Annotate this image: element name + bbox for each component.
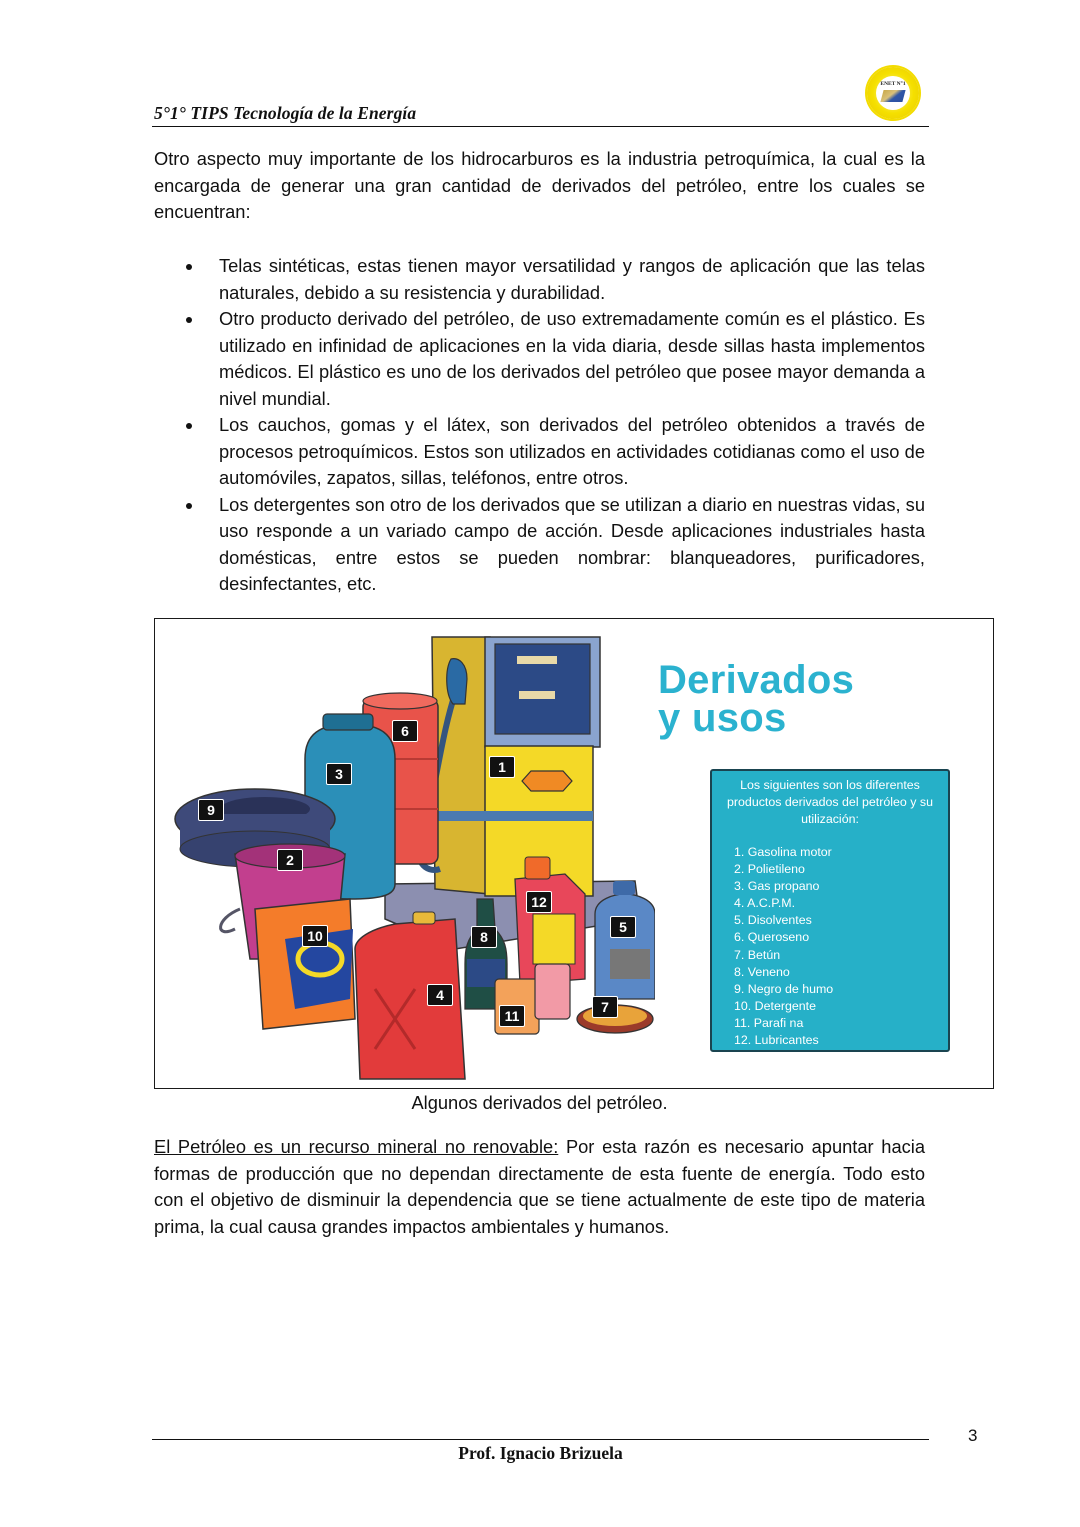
page-number: 3 [968,1426,978,1445]
legend-item: 4. A.C.P.M. [734,896,796,911]
list-item [186,253,925,306]
page-header [152,60,929,127]
school-logo [867,67,919,119]
legend-item: 1. Gasolina motor [734,845,832,859]
derivatives-legend-box [710,769,950,1052]
logo-graphic [880,90,905,102]
marker-badge-7: 7 [592,996,618,1018]
legend-item: 11. Parafi na [734,1015,804,1030]
marker-badge-1: 1 [489,756,515,778]
list-item [186,306,925,412]
bullet-icon [186,264,192,270]
marker-badge-2: 2 [277,849,303,871]
closing-paragraph [154,1134,925,1240]
list-item [186,492,925,598]
marker-badge-3: 3 [326,763,352,785]
legend-item: 5. Disolventes [734,913,812,928]
logo-emblem [876,76,910,110]
closing-heading: El Petróleo es un recurso mineral no renovable: [154,1136,559,1157]
derivatives-figure [154,618,994,1089]
marker-badge-11: 11 [499,1005,525,1027]
marker-badge-4: 4 [427,984,453,1006]
legend-item: 12. Lubricantes [734,1033,819,1048]
list-item-text: Los cauchos, gomas y el látex, son derivados del petróleo obtenidos a través de procesos petroquímicos. Estos son utilizados en actividades cotidianas como el uso de automóviles, zapatos, sillas, teléfonos, entre otros. [219,414,925,488]
footer-divider [152,1439,929,1440]
list-item-text: Los detergentes son otro de los derivados que se utilizan a diario en nuestras vidas, su uso responde a un variado campo de acción. Desde aplicaciones industriales hasta domésticas, entre estos se pueden nombrar: blanqueadores, purificadores, desinfectantes, etc. [219,493,925,594]
marker-badge-10: 10 [302,925,328,947]
petroleum-products-illustration [155,619,655,1088]
closing-text: Por esta razón es necesario apuntar hacia formas de producción que no dependan directamente de esta fuente de energía. Todo esto con el objetivo de disminuir la dependencia que se tiene actualmente de este tipo de materia prima, la cual causa grandes impactos ambientales y humanos. [154,1136,925,1237]
legend-item: 7. Betún [734,947,781,962]
legend-item: 8. Veneno [734,964,790,979]
derivatives-list [186,253,925,598]
figure-title [658,658,855,740]
legend-item: 10. Detergente [734,998,816,1013]
marker-badge-6: 6 [392,720,418,742]
legend-item: 9. Negro de humo [734,981,834,996]
header-title: 5°1° TIPS Tecnología de la Energía [154,103,417,123]
legend-item: 3. Gas propano [734,879,820,894]
legend-list [734,844,948,1049]
marker-badge-8: 8 [471,926,497,948]
figure-caption: Algunos derivados del petróleo. [411,1092,668,1113]
bullet-icon [186,423,192,429]
list-item [186,412,925,492]
figure-title-line1: Derivados [658,658,855,702]
bullet-icon [186,317,192,323]
marker-badge-5: 5 [610,916,636,938]
intro-paragraph: Otro aspecto muy importante de los hidrocarburos es la industria petroquímica, la cual es la encargada de generar una gran cantidad de derivados del petróleo, entre los cuales se encuentran: [154,148,925,222]
figure-title-line2: y usos [658,696,787,740]
bullet-icon [186,503,192,509]
logo-text: ENET N°1 [880,81,906,87]
legend-item: 6. Queroseno [734,930,810,945]
list-item-text: Otro producto derivado del petróleo, de uso extremadamente común es el plástico. Es utilizado en infinidad de aplicaciones en la vida diaria, desde sillas hasta implementos médicos. El plástico es uno de los derivados del petróleo que posee mayor demanda a nivel mundial. [219,308,925,409]
legend-intro: Los siguientes son los diferentes productos derivados del petróleo y su utilización: [727,778,933,826]
legend-item: 2. Polietileno [734,862,805,877]
list-item-text: Telas sintéticas, estas tienen mayor versatilidad y rangos de aplicación que las telas naturales, debido a su resistencia y durabilidad. [219,255,925,303]
marker-badge-12: 12 [526,891,552,913]
footer-author: Prof. Ignacio Brizuela [458,1443,623,1463]
marker-badge-9: 9 [198,799,224,821]
